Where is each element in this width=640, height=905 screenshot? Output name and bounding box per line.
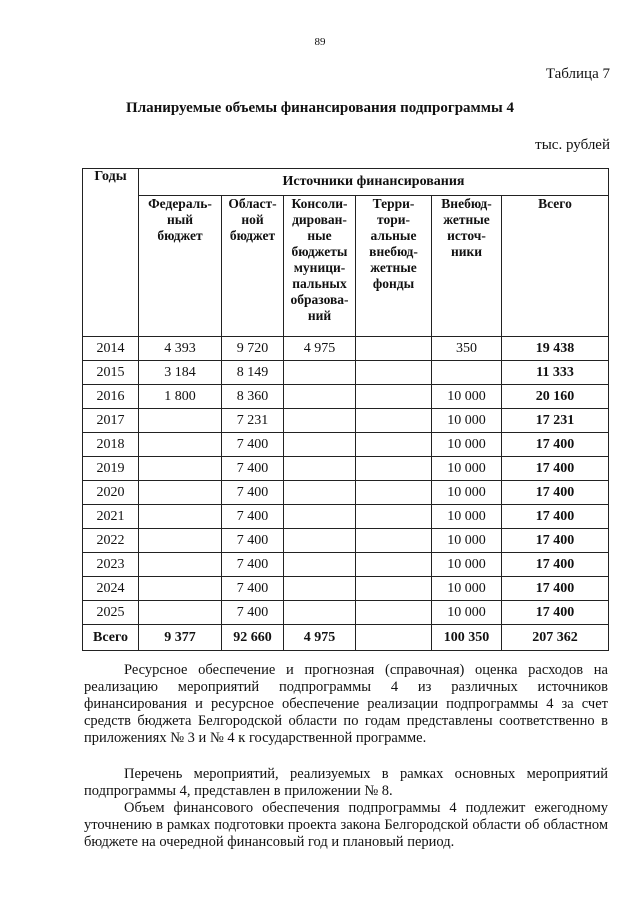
cell-total: 17 231 xyxy=(502,409,609,433)
paragraph-activities: Перечень мероприятий, реализуемых в рамках основных мероприятий подпрограммы 4, представлен в приложении № 8. xyxy=(84,766,608,799)
cell-total: 17 400 xyxy=(502,481,609,505)
cell-territorial xyxy=(356,457,432,481)
cell-territorial xyxy=(356,433,432,457)
cell-extra: 10 000 xyxy=(432,529,502,553)
financing-table xyxy=(82,168,609,651)
cell-regional: 9 720 xyxy=(222,337,284,361)
cell-municipal xyxy=(284,481,356,505)
cell-federal xyxy=(139,481,222,505)
totals-territorial xyxy=(356,625,432,651)
totals-regional: 92 660 xyxy=(222,625,284,651)
table-row xyxy=(83,601,609,625)
cell-extra: 350 xyxy=(432,337,502,361)
cell-year: 2022 xyxy=(83,529,139,553)
totals-label: Всего xyxy=(83,625,139,651)
cell-total: 17 400 xyxy=(502,457,609,481)
cell-year: 2025 xyxy=(83,601,139,625)
document-title: Планируемые объемы финансирования подпрограммы 4 xyxy=(126,100,514,116)
cell-municipal xyxy=(284,529,356,553)
cell-federal: 3 184 xyxy=(139,361,222,385)
subheader-regional: Област- ной бюджет xyxy=(222,196,284,337)
cell-total: 17 400 xyxy=(502,553,609,577)
units-label: тыс. рублей xyxy=(535,137,610,153)
table-row xyxy=(83,481,609,505)
cell-year: 2017 xyxy=(83,409,139,433)
table-label: Таблица 7 xyxy=(545,66,610,82)
cell-municipal xyxy=(284,553,356,577)
cell-extra: 10 000 xyxy=(432,505,502,529)
cell-municipal xyxy=(284,577,356,601)
cell-territorial xyxy=(356,385,432,409)
cell-total: 20 160 xyxy=(502,385,609,409)
table-row xyxy=(83,529,609,553)
cell-regional: 7 400 xyxy=(222,505,284,529)
subheader-territorial: Терри- тори- альные внебюд- жетные фонды xyxy=(356,196,432,337)
table-row xyxy=(83,577,609,601)
cell-extra: 10 000 xyxy=(432,601,502,625)
subheader-municipal: Консоли- дирован- ные бюджеты муници- пальных образова- ний xyxy=(284,196,356,337)
cell-municipal xyxy=(284,361,356,385)
cell-municipal xyxy=(284,385,356,409)
subheader-federal: Федераль- ный бюджет xyxy=(139,196,222,337)
cell-total: 19 438 xyxy=(502,337,609,361)
totals-federal: 9 377 xyxy=(139,625,222,651)
totals-municipal: 4 975 xyxy=(284,625,356,651)
cell-federal xyxy=(139,577,222,601)
cell-year: 2023 xyxy=(83,553,139,577)
cell-regional: 7 231 xyxy=(222,409,284,433)
cell-federal xyxy=(139,529,222,553)
cell-total: 17 400 xyxy=(502,577,609,601)
cell-extra: 10 000 xyxy=(432,553,502,577)
cell-extra: 10 000 xyxy=(432,433,502,457)
cell-regional: 7 400 xyxy=(222,433,284,457)
cell-territorial xyxy=(356,409,432,433)
cell-territorial xyxy=(356,553,432,577)
cell-municipal: 4 975 xyxy=(284,337,356,361)
header-years: Годы xyxy=(83,169,139,337)
cell-territorial xyxy=(356,601,432,625)
cell-federal xyxy=(139,433,222,457)
subheader-extra: Внебюд- жетные источ- ники xyxy=(432,196,502,337)
subheader-total: Всего xyxy=(502,196,609,337)
table-row xyxy=(83,505,609,529)
cell-regional: 7 400 xyxy=(222,457,284,481)
cell-regional: 8 360 xyxy=(222,385,284,409)
cell-extra: 10 000 xyxy=(432,457,502,481)
table-row xyxy=(83,409,609,433)
cell-year: 2024 xyxy=(83,577,139,601)
cell-year: 2015 xyxy=(83,361,139,385)
cell-total: 17 400 xyxy=(502,529,609,553)
cell-regional: 7 400 xyxy=(222,481,284,505)
header-sources: Источники финансирования xyxy=(139,169,609,196)
cell-municipal xyxy=(284,433,356,457)
cell-federal xyxy=(139,601,222,625)
cell-federal xyxy=(139,457,222,481)
cell-regional: 7 400 xyxy=(222,553,284,577)
cell-territorial xyxy=(356,529,432,553)
cell-municipal xyxy=(284,601,356,625)
totals-row xyxy=(83,625,609,651)
table-row xyxy=(83,361,609,385)
cell-territorial xyxy=(356,481,432,505)
cell-federal xyxy=(139,505,222,529)
table-row xyxy=(83,457,609,481)
cell-extra xyxy=(432,361,502,385)
cell-federal: 4 393 xyxy=(139,337,222,361)
table-row xyxy=(83,553,609,577)
totals-total: 207 362 xyxy=(502,625,609,651)
cell-territorial xyxy=(356,337,432,361)
cell-extra: 10 000 xyxy=(432,409,502,433)
cell-total: 17 400 xyxy=(502,505,609,529)
cell-year: 2019 xyxy=(83,457,139,481)
page-number: 89 xyxy=(314,36,326,48)
cell-federal xyxy=(139,409,222,433)
cell-year: 2021 xyxy=(83,505,139,529)
cell-year: 2020 xyxy=(83,481,139,505)
cell-total: 11 333 xyxy=(502,361,609,385)
cell-year: 2018 xyxy=(83,433,139,457)
cell-regional: 7 400 xyxy=(222,529,284,553)
table-row xyxy=(83,337,609,361)
cell-federal xyxy=(139,553,222,577)
cell-municipal xyxy=(284,505,356,529)
cell-municipal xyxy=(284,457,356,481)
cell-municipal xyxy=(284,409,356,433)
cell-territorial xyxy=(356,505,432,529)
cell-regional: 7 400 xyxy=(222,577,284,601)
cell-total: 17 400 xyxy=(502,433,609,457)
cell-federal: 1 800 xyxy=(139,385,222,409)
cell-total: 17 400 xyxy=(502,601,609,625)
cell-territorial xyxy=(356,577,432,601)
cell-regional: 7 400 xyxy=(222,601,284,625)
cell-year: 2016 xyxy=(83,385,139,409)
paragraph-resources: Ресурсное обеспечение и прогнозная (справочная) оценка расходов на реализацию мероприятий подпрограммы 4 из различных источников финансирования и ресурсное обеспечение реализации подпрограммы 4 за счет средств бюджета Белгородской области по годам представлены соответственно в приложениях № 3 и № 4 к государственной программе. xyxy=(84,662,608,746)
cell-extra: 10 000 xyxy=(432,481,502,505)
table-row xyxy=(83,433,609,457)
cell-extra: 10 000 xyxy=(432,385,502,409)
totals-extra: 100 350 xyxy=(432,625,502,651)
paragraph-volume: Объем финансового обеспечения подпрограммы 4 подлежит ежегодному уточнению в рамках подготовки проекта закона Белгородской области об областном бюджете на очередной финансовый год и плановый период. xyxy=(84,800,608,850)
cell-regional: 8 149 xyxy=(222,361,284,385)
table-row xyxy=(83,385,609,409)
cell-extra: 10 000 xyxy=(432,577,502,601)
cell-year: 2014 xyxy=(83,337,139,361)
cell-territorial xyxy=(356,361,432,385)
